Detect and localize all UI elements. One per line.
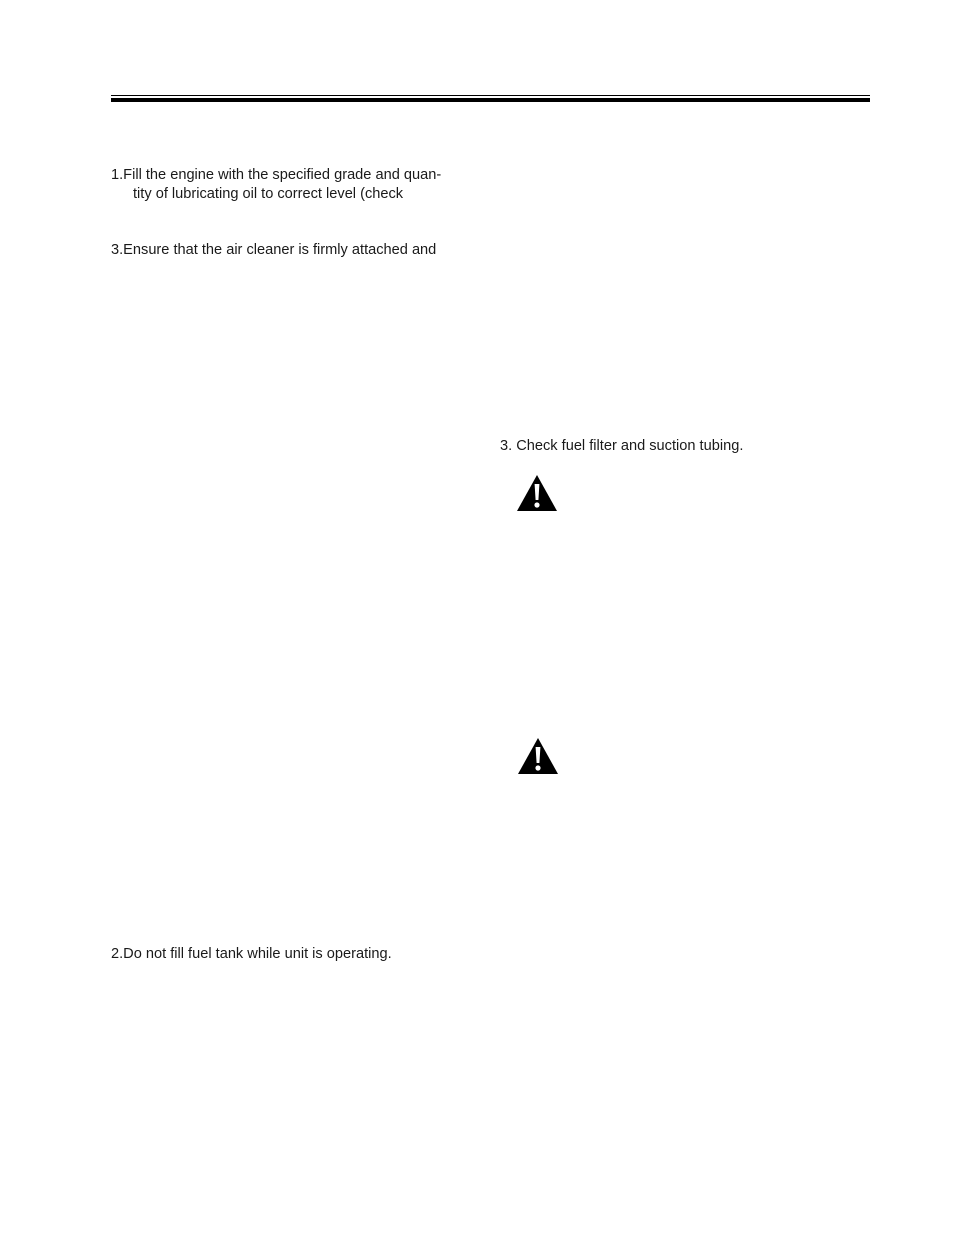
warning-triangle-icon bbox=[516, 474, 558, 512]
step-1-line-1: 1.Fill the engine with the specified grade and quan- bbox=[111, 167, 442, 183]
header-rule-thin bbox=[111, 95, 870, 96]
step-2-fuel-tank: 2.Do not fill fuel tank while unit is operating. bbox=[111, 946, 392, 962]
header-rule-thick bbox=[111, 98, 870, 102]
warning-triangle-icon bbox=[517, 737, 559, 775]
step-3-air-cleaner: 3.Ensure that the air cleaner is firmly attached and bbox=[111, 242, 437, 258]
step-1-line-2: tity of lubricating oil to correct level (check bbox=[133, 186, 404, 202]
step-3-fuel-filter: 3. Check fuel filter and suction tubing. bbox=[500, 438, 744, 454]
